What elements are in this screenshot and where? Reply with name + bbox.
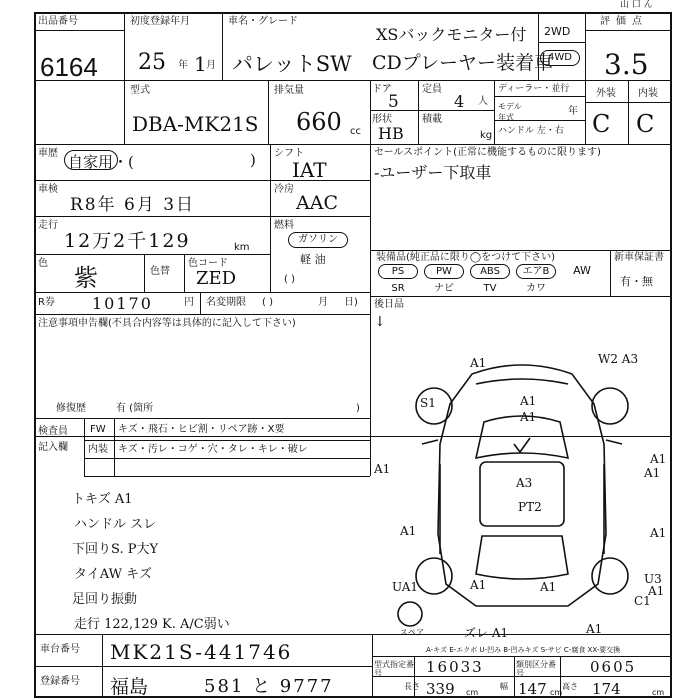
exterior-grade: C xyxy=(592,110,611,138)
rule xyxy=(222,12,223,80)
color-label: 色 xyxy=(38,258,48,269)
rule xyxy=(184,254,185,292)
rule xyxy=(370,418,371,476)
first-reg-month: 1 xyxy=(194,52,207,76)
rule xyxy=(370,250,672,251)
warranty-title: 新車保証書 xyxy=(614,252,664,263)
rule xyxy=(34,80,672,81)
sales-points-value: -ユーザー下取車 xyxy=(374,163,492,182)
name-change-close: 日) xyxy=(344,297,358,308)
fuel-gasoline: ガソリン xyxy=(288,232,348,248)
shift-label: シフト xyxy=(274,148,304,159)
damage-legend: A-キズ E-エクボ U-凹み B-凹みキズ S-サビ C-腐食 XX-要交換 xyxy=(426,646,621,654)
equipment-item: カワ xyxy=(526,283,546,294)
car-name: パレットSW xyxy=(232,52,352,76)
width-unit: cm xyxy=(550,688,563,697)
rule xyxy=(114,418,115,476)
warranty-value: 有・無 xyxy=(620,275,653,288)
width-label: 幅 xyxy=(500,682,508,691)
rule xyxy=(370,80,371,144)
rule xyxy=(418,80,419,144)
damage-mark: A1 xyxy=(644,466,661,480)
body-shape-value: HB xyxy=(378,124,404,143)
inspection-label: 車検 xyxy=(38,184,58,195)
category-value: 0605 xyxy=(590,658,637,676)
exterior-label: 外装 xyxy=(596,88,616,99)
name-change-label: 名変期限 xyxy=(206,297,246,308)
dealer-label: ディーラー・並行 xyxy=(498,84,570,94)
repair-label: 修復歴 xyxy=(56,403,86,414)
rule xyxy=(270,144,271,292)
rule xyxy=(370,144,371,436)
grade-line2: CDプレーヤー装着車 xyxy=(372,52,554,74)
damage-mark: S1 xyxy=(420,396,436,410)
damage-mark: UA1 xyxy=(392,580,419,594)
damage-mark: U3 xyxy=(644,572,662,586)
rule xyxy=(84,440,370,441)
chassis-value: MK21S-441746 xyxy=(110,640,293,664)
equipment-item: PW xyxy=(424,264,464,279)
mileage-value: 12万2千129 xyxy=(64,230,191,252)
inspector-note-line: 下回りS. P大Y xyxy=(72,542,159,557)
model-year-unit: 年 xyxy=(568,106,578,117)
lot-label: 出品番号 xyxy=(38,16,78,27)
equipment-item: TV xyxy=(483,283,497,294)
damage-mark: A1 xyxy=(650,526,667,540)
rule xyxy=(514,656,515,698)
damage-mark: W2 A3 xyxy=(598,352,639,366)
rule xyxy=(538,42,585,43)
rule xyxy=(34,30,124,31)
drive-2wd: 2WD xyxy=(544,25,571,38)
model-label: 型式 xyxy=(130,85,150,96)
displacement-value: 660 xyxy=(296,108,342,136)
ac-label: 冷房 xyxy=(274,184,294,195)
length-value: 339 xyxy=(426,680,455,698)
length-unit: cm xyxy=(466,688,479,697)
rule xyxy=(84,458,370,459)
equipment-item: PS xyxy=(378,264,418,279)
inspector-label-2: 記入欄 xyxy=(38,442,68,453)
capacity-value: 4 xyxy=(454,92,465,111)
reg-label: 登録番号 xyxy=(40,676,80,687)
equipment-item: SR xyxy=(391,283,405,294)
rule xyxy=(494,80,495,144)
corner-mark: 山 口 ん xyxy=(620,0,653,10)
year-unit: 年 xyxy=(178,60,188,71)
rule xyxy=(628,80,629,144)
inspector-note-line: 走行 122,129 K. A/C弱い xyxy=(74,617,230,632)
capacity-label: 定員 xyxy=(422,84,442,95)
damage-mark: A1 xyxy=(540,580,557,594)
rule xyxy=(370,296,672,297)
inspector-note-line: 足回り振動 xyxy=(72,592,138,607)
rule xyxy=(34,634,672,635)
type-approval-value: 16033 xyxy=(426,658,484,676)
equipment-title: 装備品(純正品に限り◯をつけて下さい) xyxy=(376,252,555,263)
equipment-row-2 xyxy=(378,282,608,296)
body-shape-label: 形状 xyxy=(372,114,392,125)
ac-value: AAC xyxy=(296,192,338,214)
equipment-row-1 xyxy=(378,264,608,280)
model-value: DBA-MK21S xyxy=(132,112,259,136)
interior-grade: C xyxy=(636,110,655,138)
month-unit: 月 xyxy=(206,60,216,71)
rule xyxy=(144,254,145,292)
damage-mark: A1 xyxy=(470,578,487,592)
rule xyxy=(34,144,672,145)
repair-close: ) xyxy=(356,403,360,414)
displacement-label: 排気量 xyxy=(274,85,304,96)
rule xyxy=(372,656,672,657)
damage-mark: ズレ A1 xyxy=(464,626,509,640)
history-label: 車歴 xyxy=(38,148,58,159)
model-year-label: モデル年式 xyxy=(498,102,522,122)
type-approval-label: 型式指定番号 xyxy=(374,660,414,678)
damage-mark: A1 xyxy=(586,622,603,636)
repair-value: 有 (箇所 xyxy=(116,403,154,414)
inspector-notes xyxy=(34,476,370,632)
chassis-label: 車台番号 xyxy=(40,644,80,655)
mileage-label: 走行 xyxy=(38,220,58,231)
rule xyxy=(200,292,201,314)
rule xyxy=(102,634,103,698)
damage-mark: A1 xyxy=(650,452,667,466)
reg-value-pref: 福島 xyxy=(110,676,149,698)
doors-label: ドア xyxy=(372,84,392,95)
rule xyxy=(372,634,373,698)
inspector-note-line: トキズ A1 xyxy=(72,492,133,507)
name-change-unit: 月 xyxy=(318,297,328,308)
rule xyxy=(34,254,270,255)
rule xyxy=(34,216,370,217)
height-label: 高さ xyxy=(562,682,578,691)
doors-value: 5 xyxy=(388,92,399,112)
rule xyxy=(585,12,586,144)
fuel-paren: ( ) xyxy=(284,274,295,285)
fuel-light-oil: 軽 油 xyxy=(300,253,326,266)
fuel-label: 燃料 xyxy=(274,220,294,231)
first-reg-year: 25 xyxy=(138,50,166,75)
diagram-marks xyxy=(372,344,672,640)
color-value: 紫 xyxy=(74,264,98,292)
kg-unit: kg xyxy=(480,130,493,141)
car-name-label: 車名・グレード xyxy=(228,16,298,27)
yen-unit: 円 xyxy=(184,297,194,308)
rule xyxy=(84,418,85,476)
notes-label: 注意事項申告欄(不具合内容等は具体的に記入して下さい) xyxy=(38,318,296,329)
rule xyxy=(610,250,611,296)
damage-mark: PT2 xyxy=(518,500,542,514)
lot-number: 6164 xyxy=(40,52,98,82)
equipment-item: エアB xyxy=(516,264,556,279)
first-reg-label: 初度登録年月 xyxy=(130,16,190,27)
damage-mark: C1 xyxy=(634,594,651,608)
sales-points-title: セールスポイント(正常に機能するものに限ります) xyxy=(374,147,601,158)
inspector-note-line: ハンドル スレ xyxy=(74,517,157,532)
rule xyxy=(34,666,372,667)
damage-mark: A1 xyxy=(520,394,537,408)
score-value: 3.5 xyxy=(604,48,649,81)
rule xyxy=(494,96,585,97)
history-value: 自家用・( xyxy=(68,153,134,171)
equipment-item: ABS xyxy=(470,264,510,279)
rule xyxy=(585,30,672,31)
spare-label: スペア xyxy=(400,628,424,637)
damage-mark: A3 xyxy=(516,476,533,490)
after-value: ↓ xyxy=(374,314,386,330)
name-change-value: ( ) xyxy=(262,297,273,308)
inspection-value: R8年 6月 3日 xyxy=(70,195,196,215)
rule xyxy=(34,314,370,315)
score-label: 評価点 xyxy=(600,16,648,27)
after-label: 後日品 xyxy=(374,299,404,310)
km-unit: km xyxy=(234,242,250,253)
damage-mark: A1 xyxy=(470,356,487,370)
rule xyxy=(268,80,269,144)
loading-label: 積載 xyxy=(422,114,442,125)
length-label: 長さ xyxy=(404,682,420,691)
equipment-item: ナビ xyxy=(434,283,454,294)
fw-label: FW xyxy=(90,424,106,435)
height-unit: cm xyxy=(652,688,665,697)
recycle-value: 10170 xyxy=(92,294,153,313)
damage-mark: A1 xyxy=(374,462,391,476)
interior-label: 内装 xyxy=(638,88,658,99)
reg-value-num: 581 と 9777 xyxy=(204,676,334,697)
recycle-label: R券 xyxy=(38,297,55,308)
rule xyxy=(414,656,415,698)
damage-mark: A1 xyxy=(520,410,537,424)
interior-options: キズ・汚レ・コゲ・穴・タレ・キレ・破レ xyxy=(118,444,308,455)
drive-4wd: 4WD xyxy=(540,50,580,66)
color-code-value: ZED xyxy=(196,268,237,289)
fw-options: キズ・飛石・ヒビ割・リペア跡・X要 xyxy=(118,424,285,435)
inspector-label-1: 検査員 xyxy=(38,426,68,437)
damage-mark: A1 xyxy=(648,584,665,598)
category-label: 類別区分番号 xyxy=(516,660,556,678)
shift-value: IAT xyxy=(292,158,327,182)
damage-mark: A1 xyxy=(400,524,417,538)
inspector-note-line: タイAW キズ xyxy=(74,567,152,582)
handle-label: ハンドル 左・右 xyxy=(498,126,564,136)
width-value: 147 xyxy=(518,680,547,698)
equipment-item: AW xyxy=(573,264,591,277)
cc-unit: cc xyxy=(350,126,361,137)
grade-line1: XSバックモニター付 xyxy=(376,25,527,44)
height-value: 174 xyxy=(592,680,621,698)
color-code-label: 色コード xyxy=(188,258,228,269)
capacity-unit: 人 xyxy=(478,96,488,107)
rule xyxy=(124,12,125,144)
color-change-label: 色替 xyxy=(150,266,170,277)
interior-label: 内装 xyxy=(88,444,108,455)
history-close: ) xyxy=(250,151,256,169)
